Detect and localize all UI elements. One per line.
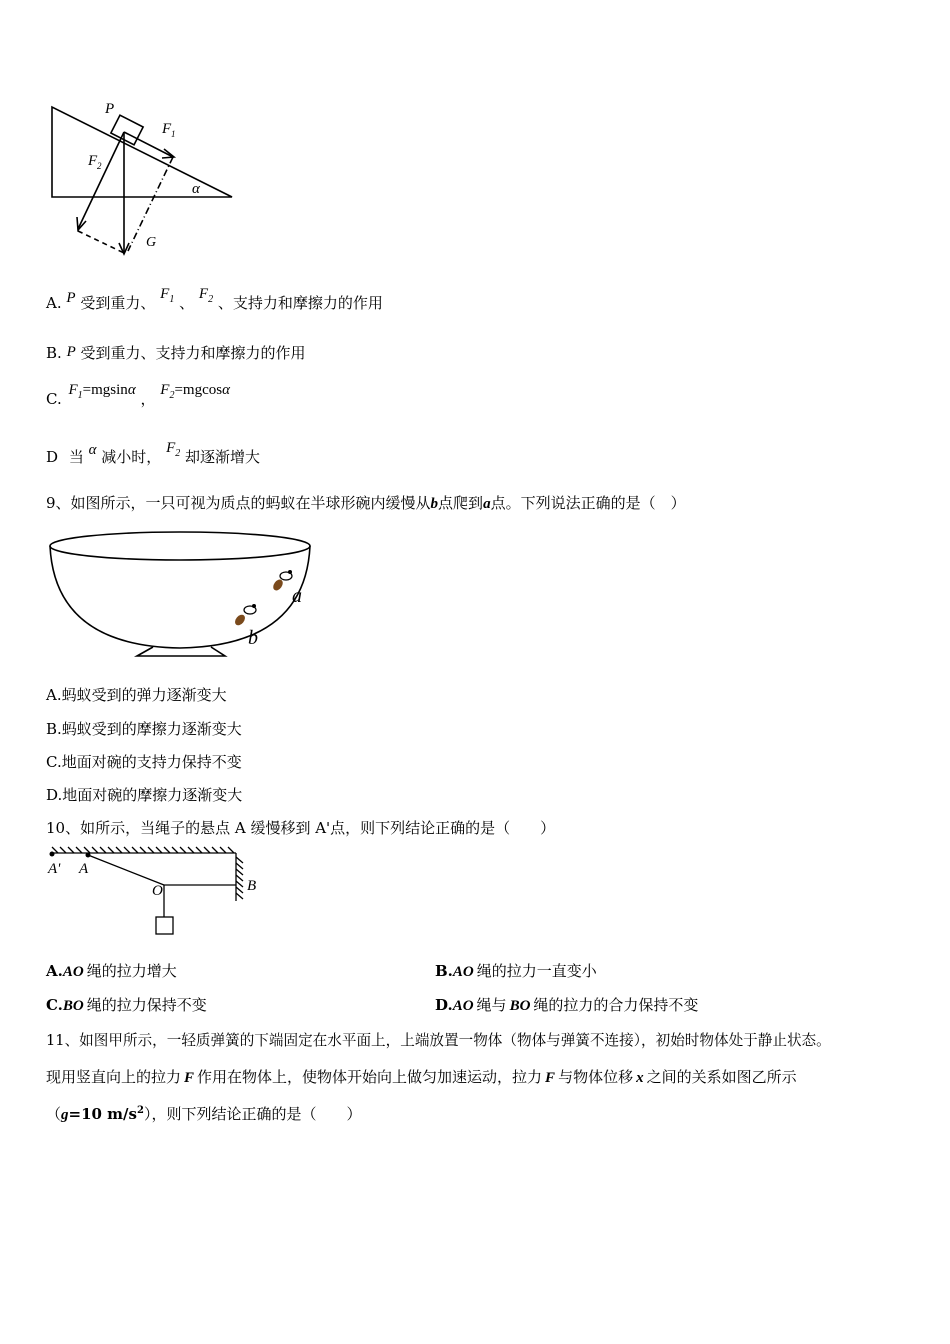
q11-line-2: 现用竖直向上的拉力 F 作用在物体上，使物体开始向上做匀加速运动，拉力 F 与物体位移 x 之间的关系如图乙所示 [46,1068,797,1086]
weight-box [156,917,173,934]
label-b: b [248,627,258,649]
q9-stem: 9、如图所示，一只可视为质点的蚂蚁在半球形碗内缓慢从b点爬到a点。下列说法正确的是（ ） [46,494,686,512]
ant-icon-a [271,570,292,592]
q9-option-d: D.地面对碗的摩擦力逐渐变大 [46,786,243,804]
q9-option-b: B.蚂蚁受到的摩擦力逐渐变大 [46,720,242,738]
label-a-prime: A' [48,861,61,877]
q10-option-c: C.BO 绳的拉力保持不变 [46,996,207,1014]
q8-option-a: A. P 受到重力、 $F_1$ 、 $F_2$ 、支持力和摩擦力的作用 [46,286,383,312]
g-dashed-left [78,231,124,253]
incline-triangle [52,107,232,197]
q8-option-c: C. $F_1=mgsin\alpha$ ， $F_2=mgcos\alpha$ [46,382,230,408]
bowl-body [50,546,310,648]
q10-stem: 10、如所示，当绳子的悬点 A 缓慢移到 A'点，则下列结论正确的是（ ） [46,819,556,837]
svg-text:1: 1 [171,129,176,139]
q10-option-b: B.AO 绳的拉力一直变小 [435,962,597,980]
f2-arrow [78,132,124,229]
label-f1: F [162,121,172,137]
label-f2: F [88,153,98,169]
rope-figure [44,843,269,938]
label-alpha: α [192,181,200,197]
block-p [111,115,143,145]
bowl-rim [50,532,310,560]
label-a: A [79,861,89,877]
bowl-figure [45,526,320,661]
incline-figure [40,95,250,265]
q9-option-a: A.蚂蚁受到的弹力逐渐变大 [46,686,227,704]
label-a: a [292,585,302,607]
q10-option-d: D.AO 绳与 BO 绳的拉力的合力保持不变 [435,996,699,1014]
label-o: O [152,883,163,899]
q8-option-d: D 当 α 减小时， $F_2$ 却逐渐增大 [46,440,261,466]
rope-ao [88,855,164,885]
ant-icon-b [233,604,256,627]
label-p: P [105,101,115,117]
q8-option-b: B. P 受到重力、支持力和摩擦力的作用 [46,344,306,362]
label-g: G [146,235,157,250]
q11-line-3: （g=10 $m/s^2$），则下列结论正确的是（ ） [46,1105,362,1123]
q11-line-1: 11、如图甲所示，一轻质弹簧的下端固定在水平面上，上端放置一物体（物体与弹簧不连接），初始时物体处于静止状态。 [46,1032,831,1049]
q10-option-a: A.AO 绳的拉力增大 [46,962,177,980]
q9-option-c: C.地面对碗的支持力保持不变 [46,753,242,771]
svg-text:2: 2 [97,161,102,171]
label-b: B [247,878,257,894]
